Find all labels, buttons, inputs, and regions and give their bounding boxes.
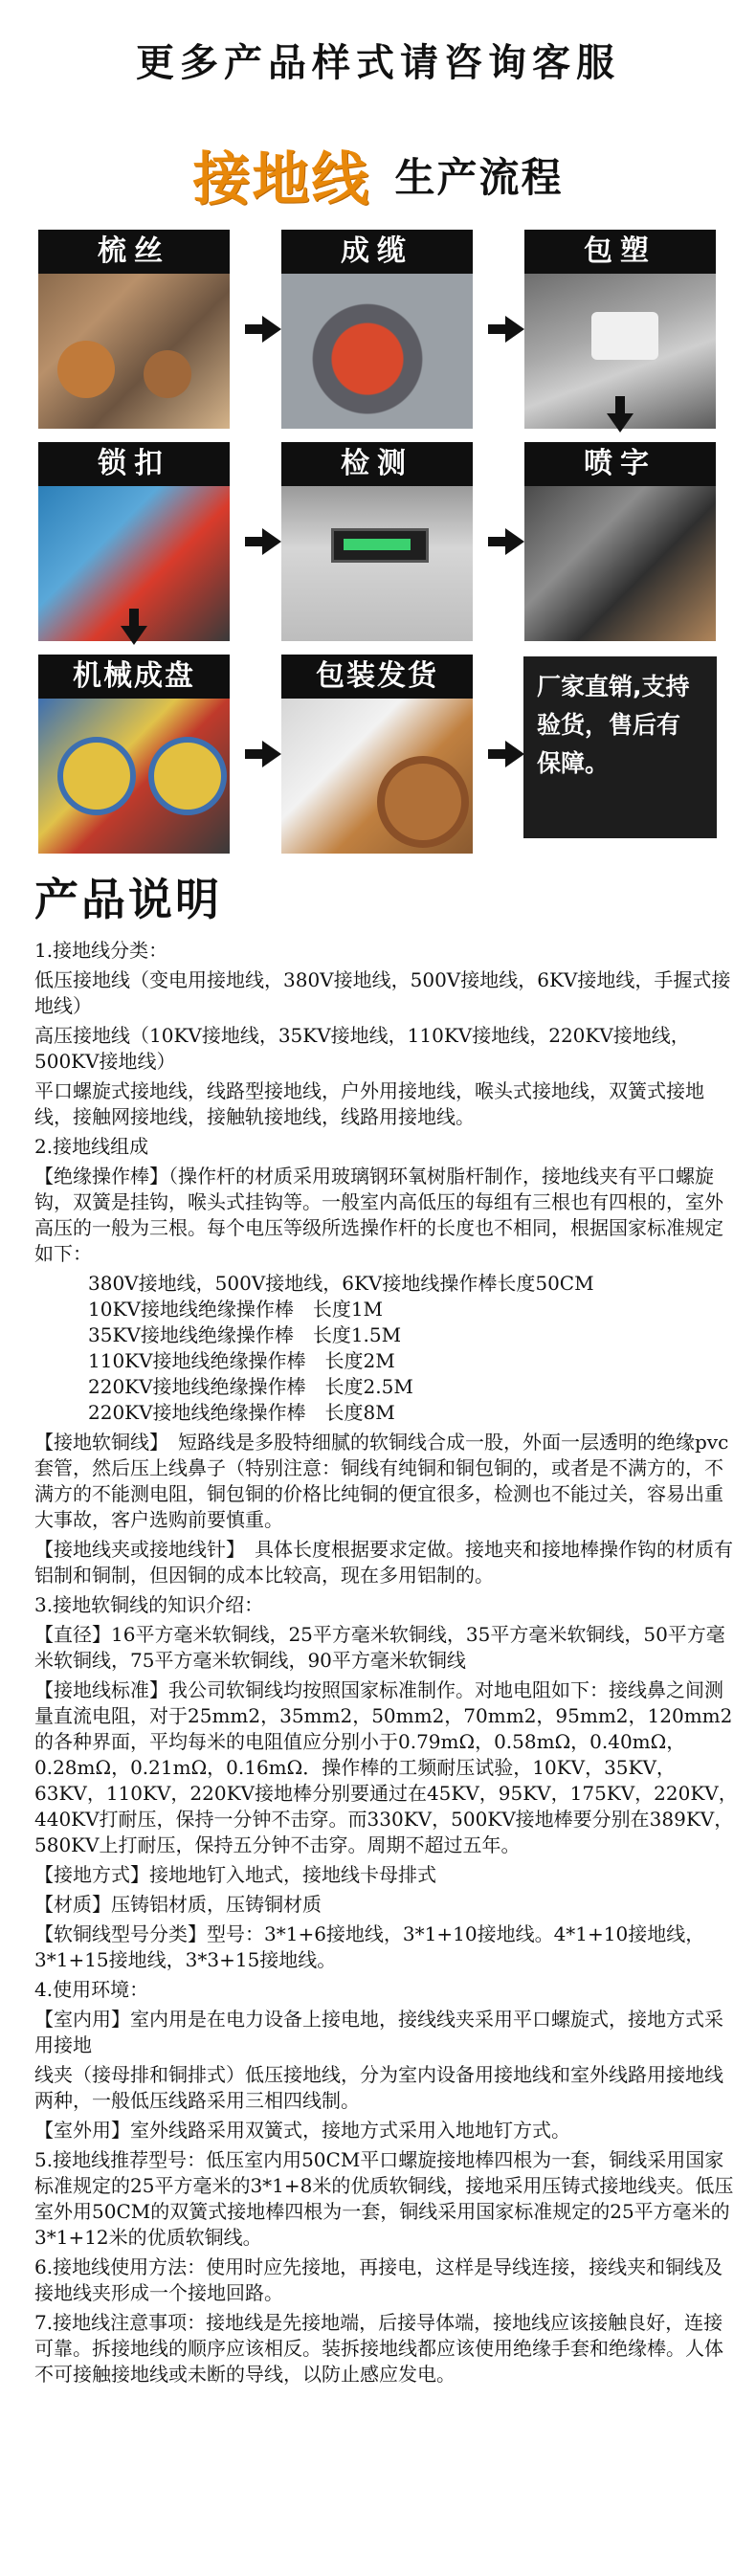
arrow-right-icon	[262, 528, 281, 555]
desc-paragraph: 线夹（接母排和铜排式）低压接地线，分为室内设备用接地线和室外线路用接地线两种，一般低压线路采用三相四线制。	[34, 2063, 723, 2112]
desc-paragraph: 2.接地线组成	[34, 1135, 149, 1158]
step-stranding	[281, 230, 473, 429]
desc-paragraph: 低压接地线（变电用接地线，380V接地线，500V接地线，6KV接地线，手握式接地线）	[34, 968, 731, 1017]
rod-length-line: 10KV接地线绝缘操作棒 长度1M	[88, 1298, 384, 1321]
desc-paragraph: 【材质】压铸铝材质，压铸铜材质	[34, 1893, 322, 1916]
desc-paragraph: 3.接地软铜线的知识介绍：	[34, 1593, 264, 1616]
description-title: 产品说明	[34, 874, 222, 925]
desc-paragraph: 7.接地线注意事项：接地线是先接地端，后接导体端，接地线应该接触良好，连接可靠。拆接地线的顺序应该相反。装拆接地线都应该使用绝缘手套和绝缘棒。人体不可接触接地线或未断的导线，以防止感应发电。	[34, 2311, 723, 2386]
step-coiling	[38, 655, 230, 854]
step-label: 梳丝	[38, 230, 230, 274]
arrow-right-icon	[262, 741, 281, 767]
desc-paragraph: 【接地线夹或接地线针】 具体长度根据要求定做。接地夹和接地棒操作钩的材质有铝制和铜制，但因铜的成本比较高，现在多用铝制的。	[34, 1538, 733, 1587]
step-testing	[281, 442, 473, 641]
top-banner-title: 更多产品样式请咨询客服	[136, 41, 620, 85]
desc-paragraph: 【室内用】室内用是在电力设备上接电地，接线线夹采用平口螺旋式，接地方式采用接地	[34, 2008, 723, 2056]
product-name: 接地线	[192, 146, 371, 213]
arrow-right-icon	[505, 741, 524, 767]
desc-paragraph: 5.接地线推荐型号：低压室内用50CM平口螺旋接地棒四根为一套，铜线采用国家标准规定的25平方毫米的3*1+8米的优质软铜线，接地采用压铸式接地线夹。低压室外用50CM的双簧式接地棒四根为一套，铜线采用国家标准规定的25平方毫米的3*1+12米的优质软铜线。	[34, 2148, 734, 2249]
step-shipping	[281, 655, 473, 854]
desc-paragraph: 【绝缘操作棒】（操作杆的材质采用玻璃钢环氧树脂杆制作，接地线夹有平口螺旋钩，双簧是挂钩，喉头式挂钩等。一般室内高低压的每组有三根也有四根的，室外高压的一般为三根。每个电压等级所选操作杆的长度也不相同，根据国家标准规定如下：	[34, 1165, 723, 1265]
desc-paragraph: 【软铜线型号分类】型号：3*1+6接地线，3*1+10接地线。4*1+10接地线，3*1+15接地线，3*3+15接地线。	[34, 1922, 705, 1971]
step-label: 机械成盘	[38, 655, 230, 699]
process-label: 生产流程	[394, 154, 564, 201]
step-label: 包塑	[524, 230, 716, 274]
step-photo	[38, 274, 230, 429]
tester-display	[331, 528, 429, 563]
desc-paragraph: 平口螺旋式接地线，线路型接地线，户外用接地线，喉头式接地线，双簧式接地线，接触网接地线，接触轨接地线，线路用接地线。	[34, 1079, 704, 1128]
desc-paragraph: 【直径】16平方毫米软铜线，25平方毫米软铜线，35平方毫米软铜线，50平方毫米软铜线，75平方毫米软铜线，90平方毫米软铜线	[34, 1623, 725, 1672]
arrow-right-icon	[505, 316, 524, 343]
arrow-down-icon	[607, 413, 634, 433]
rod-length-line: 220KV接地线绝缘操作棒 长度2.5M	[88, 1375, 413, 1398]
factory-guarantee-note: 厂家直销,支持验货，售后有保障。	[523, 656, 717, 838]
step-label: 检测	[281, 442, 473, 486]
arrow-right-icon	[505, 528, 524, 555]
rod-length-line: 110KV接地线绝缘操作棒 长度2M	[88, 1349, 395, 1372]
step-photo	[38, 699, 230, 854]
desc-paragraph: 【接地线标准】我公司软铜线均按照国家标准制作。对地电阻如下：接线鼻之间测量直流电阻，对于25mm2，35mm2，50mm2，70mm2，95mm2，120mm2的各种界面，平均每米的电阻值应分别小于0.79mΩ，0.58mΩ，0.40mΩ，0.28mΩ，0.21mΩ，0.16mΩ．操作棒的工频耐压试验，10KV，35KV，63KV，110KV，220KV接地棒分别要通过在45KV，95KV，175KV，220KV，440KV打耐压，保持一分钟不击穿。而330KV，500KV接地棒要分别在389KV，580KV上打耐压，保持五分钟不击穿。周期不超过五年。	[34, 1678, 738, 1856]
rod-length-line: 220KV接地线绝缘操作棒 长度8M	[88, 1401, 395, 1424]
step-combing	[38, 230, 230, 429]
desc-paragraph: 【接地方式】接地地钉入地式，接地线卡母排式	[34, 1863, 436, 1886]
step-printing	[524, 442, 716, 641]
rod-length-line: 380V接地线，500V接地线，6KV接地线操作棒长度50CM	[88, 1272, 594, 1295]
step-label: 成缆	[281, 230, 473, 274]
process-heading	[0, 134, 756, 216]
desc-paragraph: 【接地软铜线】 短路线是多股特细腻的软铜线合成一股，外面一层透明的绝缘pvc套管，然后压上线鼻子（特别注意：铜线有纯铜和铜包铜的，或者是不满方的，不满方的不能测电阻，铜包铜的价格比纯铜的便宜很多，检测也不能过关，容易出重大事故，客户选购前要慎重。	[34, 1431, 729, 1531]
desc-paragraph: 高压接地线（10KV接地线，35KV接地线，110KV接地线，220KV接地线，500KV接地线）	[34, 1024, 690, 1073]
step-photo	[281, 486, 473, 641]
step-label: 包装发货	[281, 655, 473, 699]
description-body	[34, 938, 739, 2391]
step-label: 锁扣	[38, 442, 230, 486]
step-label: 喷字	[524, 442, 716, 486]
step-photo	[524, 486, 716, 641]
step-photo	[281, 699, 473, 854]
desc-paragraph: 【室外用】室外线路采用双簧式，接地方式采用入地地钉方式。	[34, 2119, 570, 2142]
desc-paragraph: 4.使用环境：	[34, 1978, 149, 2001]
arrow-right-icon	[262, 316, 281, 343]
step-photo	[281, 274, 473, 429]
arrow-down-icon	[121, 626, 147, 645]
rod-length-line: 35KV接地线绝缘操作棒 长度1.5M	[88, 1323, 402, 1346]
desc-paragraph: 1.接地线分类：	[34, 939, 168, 962]
desc-paragraph: 6.接地线使用方法：使用时应先接地，再接电，这样是导线连接，接线夹和铜线及接地线夹形成一个接地回路。	[34, 2255, 723, 2304]
